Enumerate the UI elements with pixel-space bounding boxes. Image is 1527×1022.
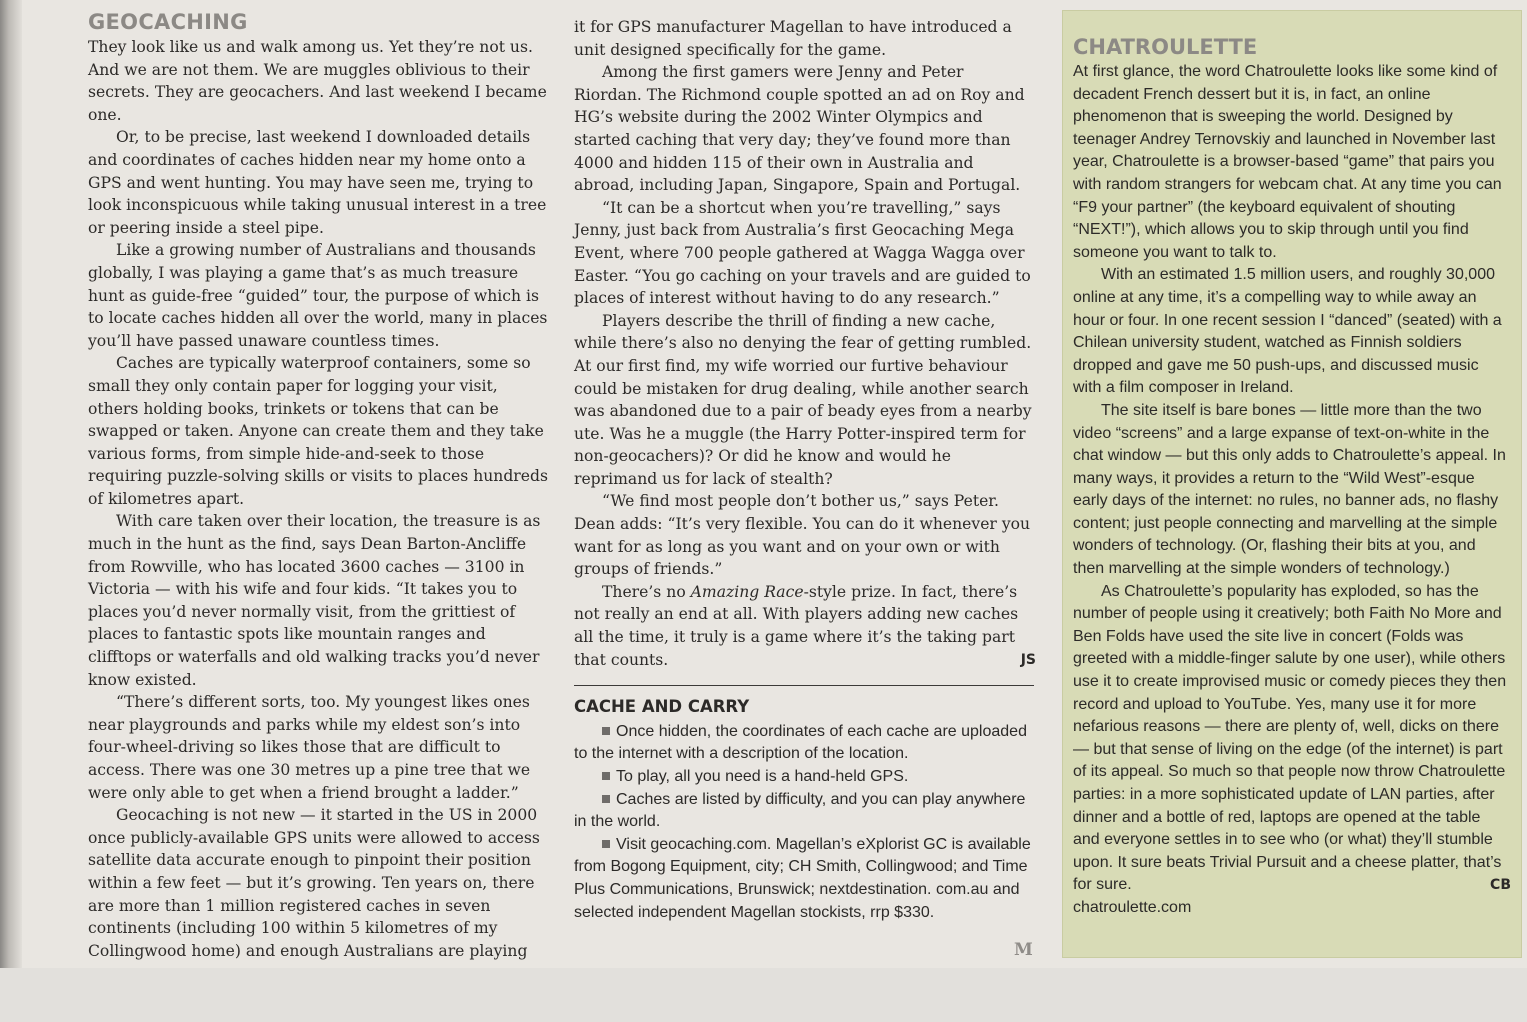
italic-title: Amazing Race xyxy=(690,582,804,601)
paragraph: At first glance, the word Chatroulette looks like some kind of decadent French dessert but it is, in fact, an online phenomenon that is sweeping the world. Designed by teenager Andrey Ternovskiy and launched in November last year, Chatroulette is a browser-based “game” that pairs you with random strangers for webcam chat. At any time you can “F9 your partner” (the keyboard equivalent of shouting “NEXT!”), which allows you to skip through until you find someone you want to talk to. xyxy=(1073,63,1502,261)
list-item xyxy=(574,834,1036,924)
paragraph: Or, to be precise, last weekend I downloaded details and coordinates of caches hidden near my home onto a GPS and went hunting. You may have seen me, trying to look inconspicuous while taking unusual interest in a tree or peering inside a steel pipe. xyxy=(88,128,547,237)
magazine-logo-mark: M xyxy=(1014,940,1033,960)
geocaching-column-1 xyxy=(88,10,550,962)
paragraph: With an estimated 1.5 million users, and roughly 30,000 online at any time, it’s a compelling way to while away an hour or four. In one recent session I “danced” (seated) with a Chilean university student, watched as Finnish soldiers dropped and gave me 50 push-ups, and discussed music with a film composer in Ireland. xyxy=(1073,266,1502,397)
chatroulette-panel xyxy=(1062,10,1522,958)
paragraph: Among the first gamers were Jenny and Peter Riordan. The Richmond couple spotted an ad on Roy and HG’s website during the 2002 Winter Olympics and started caching that very day; they’ve found more than 4000 and hidden 115 of their own in Australia and abroad, including Japan, Singapore, Spain and Portugal. xyxy=(574,63,1025,195)
text-run: As Chatroulette’s popularity has exploded, so has the number of people using it creatively; both Faith No More and Ben Folds have used the site live in concert (Folds was greeted with a middle-finger salute by one user), while others use it to create improvised music or comedy pieces they then record and upload to YouTube. Yes, many use it for more nefarious reasons — there are plenty of, well, dicks on there — but that sense of living on the edge (of the internet) is part of its appeal. So much so that people now throw Chatroulette parties: in a more sophisticated update of LAN parties, after dinner and a bottle of red, laptops are opened at the table and everyone settles in to see who (or what) they’ll stumble upon. It sure beats Trivial Pursuit and a cheese platter, that’s for sure. xyxy=(1073,582,1507,894)
author-signature: CB xyxy=(1490,877,1511,894)
chatroulette-title: CHATROULETTE xyxy=(1073,35,1258,59)
paragraph-final xyxy=(574,581,1036,671)
list-item xyxy=(574,789,1036,834)
square-bullet-icon xyxy=(602,727,610,735)
divider xyxy=(574,685,1034,686)
list-item-text: Visit geocaching.com. Magellan’s eXplorist GC is available from Bogong Equipment, city; CH Smith, Collingwood; and Time Plus Communications, Brunswick; nextdestination. com.au and selected independent Magellan stockists, rrp $330. xyxy=(574,835,1031,921)
geocaching-column-2 xyxy=(574,16,1036,924)
page-gutter-shadow xyxy=(0,0,22,1022)
website-link[interactable]: chatroulette.com xyxy=(1073,898,1192,916)
square-bullet-icon xyxy=(602,795,610,803)
paragraph: “There’s different sorts, too. My youngest likes ones near playgrounds and parks while my eldest son’s into four-wheel-driving so likes those that are difficult to access. There was one 30 metres up a pine tree that we were only able to get when a friend brought a ladder.” xyxy=(88,693,531,802)
square-bullet-icon xyxy=(602,840,610,848)
paragraph-final xyxy=(1073,581,1511,897)
paragraph: Geocaching is not new — it started in the US in 2000 once publicly-available GPS units were allowed to access satellite data accurate enough to pinpoint their position within a few feet — but it’s growing. Ten years on, there are more than 1 million registered caches in seven continents (including 100 within 5 kilometres of my Collingwood home) and enough Australians are playing xyxy=(88,806,540,960)
paragraph: “It can be a shortcut when you’re travelling,” says Jenny, just back from Australia’s first Geocaching Mega Event, where 700 people gathered at Wagga Wagga over Easter. “You go caching on your travels and are guided to places of interest without having to do any research.” xyxy=(574,198,1031,308)
paragraph: Caches are typically waterproof containers, some so small they only contain paper for logging your visit, others holding books, trinkets or tokens that can be swapped or taken. Anyone can create them and they take various forms, from simple hide-and-seek to those requiring puzzle-solving skills or visits to places hundreds of kilometres apart. xyxy=(88,354,548,508)
list-item xyxy=(574,721,1036,766)
author-signature: JS xyxy=(1020,651,1036,668)
list-item-text: Once hidden, the coordinates of each cache are uploaded to the internet with a description of the location. xyxy=(574,722,1027,763)
square-bullet-icon xyxy=(602,772,610,780)
sidebar-title: CACHE AND CARRY xyxy=(574,697,750,717)
list-item xyxy=(574,766,1036,789)
paragraph: Like a growing number of Australians and thousands globally, I was playing a game that’s as much treasure hunt as guide-free “guided” tour, the purpose of which is to locate caches hidden all over the world, many in places you’ll have passed unaware countless times. xyxy=(88,241,548,350)
page-bottom-margin xyxy=(0,968,1527,1022)
geocaching-title: GEOCACHING xyxy=(88,10,248,34)
list-item-text: Caches are listed by difficulty, and you can play anywhere in the world. xyxy=(574,790,1026,831)
paragraph: With care taken over their location, the treasure is as much in the hunt as the find, says Dean Barton-Ancliffe from Rowville, who has located 3600 caches — 3100 in Victoria — with his wife and four kids. “It takes you to places you’d never normally visit, from the grittiest of places to fantastic spots like mountain ranges and clifftops or waterfalls and old walking tracks you’d never know existed. xyxy=(88,512,541,689)
paragraph: They look like us and walk among us. Yet they’re not us. And we are not them. We are muggles oblivious to their secrets. They are geocachers. And last weekend I became one. xyxy=(88,38,547,124)
paragraph: The site itself is bare bones — little more than the two video “screens” and a large expanse of text-on-white in the chat window — but this only adds to Chatroulette’s appeal. In many ways, it provides a return to the “Wild West”-esque early days of the internet: no rules, no banner ads, no flashy content; just people connecting and marvelling at the simple wonders of technology. (Or, flashing their bits at you, and then marvelling at the simple wonders of technology.) xyxy=(1073,401,1506,578)
paragraph: Players describe the thrill of finding a new cache, while there’s also no denying the fear of getting rumbled. At our first find, my wife worried our furtive behaviour could be mistaken for drug dealing, while another search was abandoned due to a pair of beady eyes from a nearby ute. Was he a muggle (the Harry Potter-inspired term for non-geocachers)? Or did he know and would he reprimand us for lack of stealth? xyxy=(574,311,1032,488)
list-item-text: To play, all you need is a hand-held GPS. xyxy=(616,768,909,785)
paragraph: it for GPS manufacturer Magellan to have introduced a unit designed specifically for the game. xyxy=(574,18,1012,59)
text-run: There’s no xyxy=(602,582,691,601)
chatroulette-column xyxy=(1073,35,1511,920)
text-run: -style prize. In fact, there’s not really an end at all. With players adding new caches all the time, it truly is a game where it’s the taking part that counts. xyxy=(574,582,1019,669)
paragraph: “We find most people don’t bother us,” says Peter. Dean adds: “It’s very flexible. You can do it whenever you want for as long as you want and on your own or with groups of friends.” xyxy=(574,492,1031,579)
